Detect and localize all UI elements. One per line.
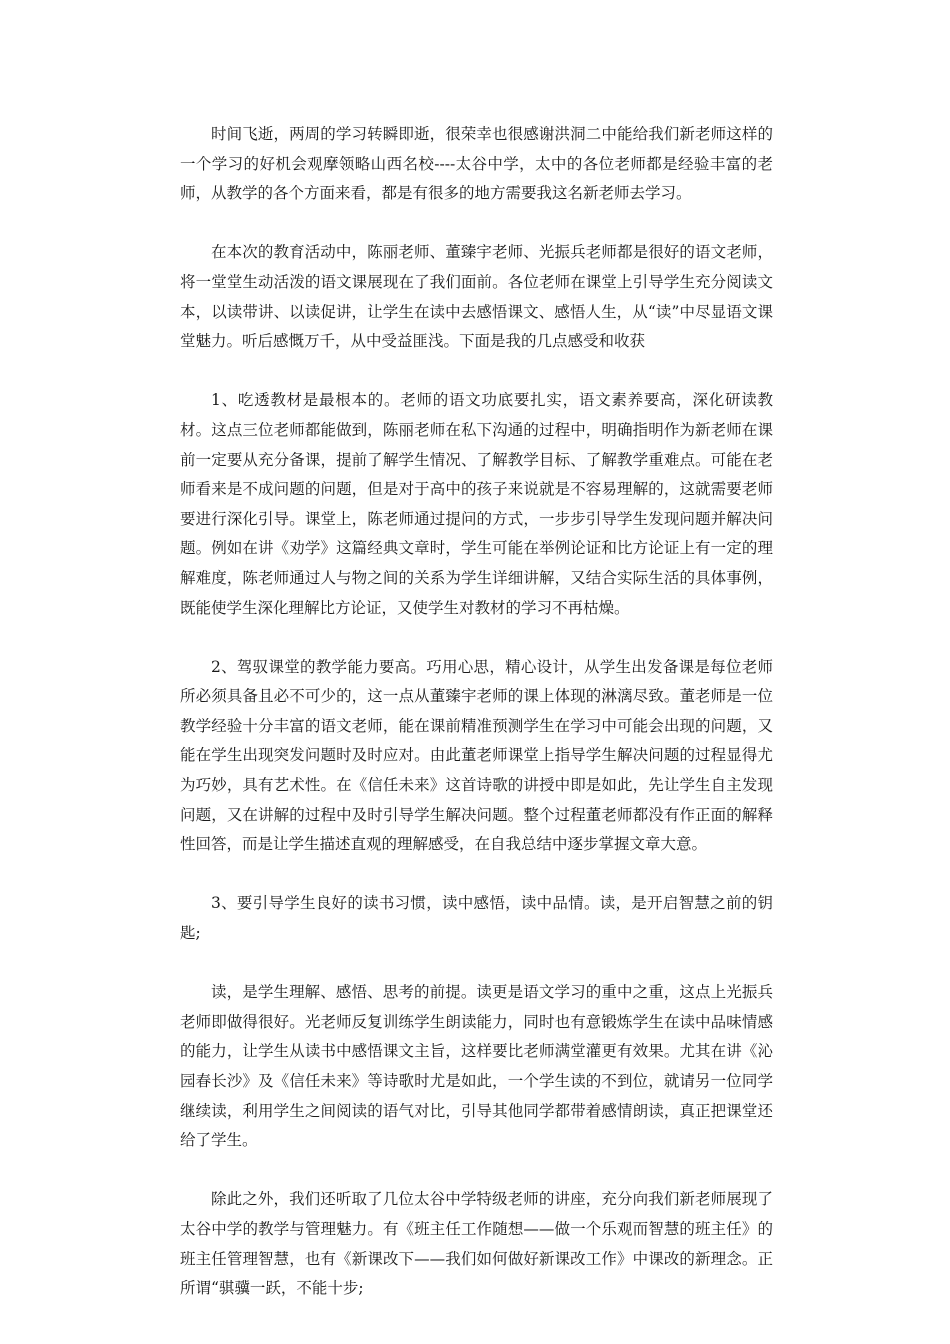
- paragraph-point-2: 2、驾驭课堂的教学能力要高。巧用心思，精心设计，从学生出发备课是每位老师所必须具备且必不可少的，这一点从董臻宇老师的课上体现的淋漓尽致。董老师是一位教学经验十分丰富的语文老师，能在课前精准预测学生在学习中可能会出现的问题，又能在学生出现突发问题时及时应对。由此董老师课堂上指导学生解决问题的过程显得尤为巧妙，具有艺术性。在《信任未来》这首诗歌的讲授中即是如此，先让学生自主发现问题，又在讲解的过程中及时引导学生解决问题。整个过程董老师都没有作正面的解释性回答，而是让学生描述直观的理解感受，在自我总结中逐步掌握文章大意。: [180, 657, 773, 854]
- paragraph-lectures: 除此之外，我们还听取了几位太谷中学特级老师的讲座，充分向我们新老师展现了太谷中学的教学与管理魅力。有《班主任工作随想——做一个乐观而智慧的班主任》的班主任管理智慧，也有《新课改下——我们如何做好新课改工作》中课改的新理念。正所谓“骐骥一跃，不能十步;: [180, 1190, 773, 1298]
- paragraph-intro: 时间飞逝，两周的学习转瞬即逝，很荣幸也很感谢洪洞二中能给我们新老师这样的一个学习的好机会观摩领略山西名校----太谷中学，太中的各位老师都是经验丰富的老师，从教学的各个方面来看，都是有很多的地方需要我这名新老师去学习。: [180, 125, 773, 203]
- paragraph-point-3: 3、要引导学生良好的读书习惯，读中感悟，读中品情。读，是开启智慧之前的钥匙;: [180, 894, 773, 943]
- paragraph-teachers-overview: 在本次的教育活动中，陈丽老师、董臻宇老师、光振兵老师都是很好的语文老师，将一堂堂生动活泼的语文课展现在了我们面前。各位老师在课堂上引导学生充分阅读文本，以读带讲、以读促讲，让学生在读中去感悟课文、感悟人生，从“读”中尽显语文课堂魅力。听后感慨万千，从中受益匪浅。下面是我的几点感受和收获: [180, 243, 773, 351]
- paragraph-point-1: 1、吃透教材是最根本的。老师的语文功底要扎实，语文素养要高，深化研读教材。这点三位老师都能做到，陈丽老师在私下沟通的过程中，明确指明作为新老师在课前一定要从充分备课，提前了解学生情况、了解教学目标、了解教学重难点。可能在老师看来是不成问题的问题，但是对于高中的孩子来说就是不容易理解的，这就需要老师要进行深化引导。课堂上，陈老师通过提问的方式，一步步引导学生发现问题并解决问题。例如在讲《劝学》这篇经典文章时，学生可能在举例论证和比方论证上有一定的理解难度，陈老师通过人与物之间的关系为学生详细讲解，又结合实际生活的具体事例，既能使学生深化理解比方论证，又使学生对教材的学习不再枯燥。: [180, 391, 773, 617]
- paragraph-reading: 读，是学生理解、感悟、思考的前提。读更是语文学习的重中之重，这点上光振兵老师即做得很好。光老师反复训练学生朗读能力，同时也有意锻炼学生在读中品味情感的能力，让学生从读书中感悟课文主旨，这样要比老师满堂灌更有效果。尤其在讲《沁园春长沙》及《信任未来》等诗歌时尤是如此，一个学生读的不到位，就请另一位同学继续读，利用学生之间阅读的语气对比，引导其他同学都带着感情朗读，真正把课堂还给了学生。: [180, 983, 773, 1150]
- document-body: [180, 120, 773, 1304]
